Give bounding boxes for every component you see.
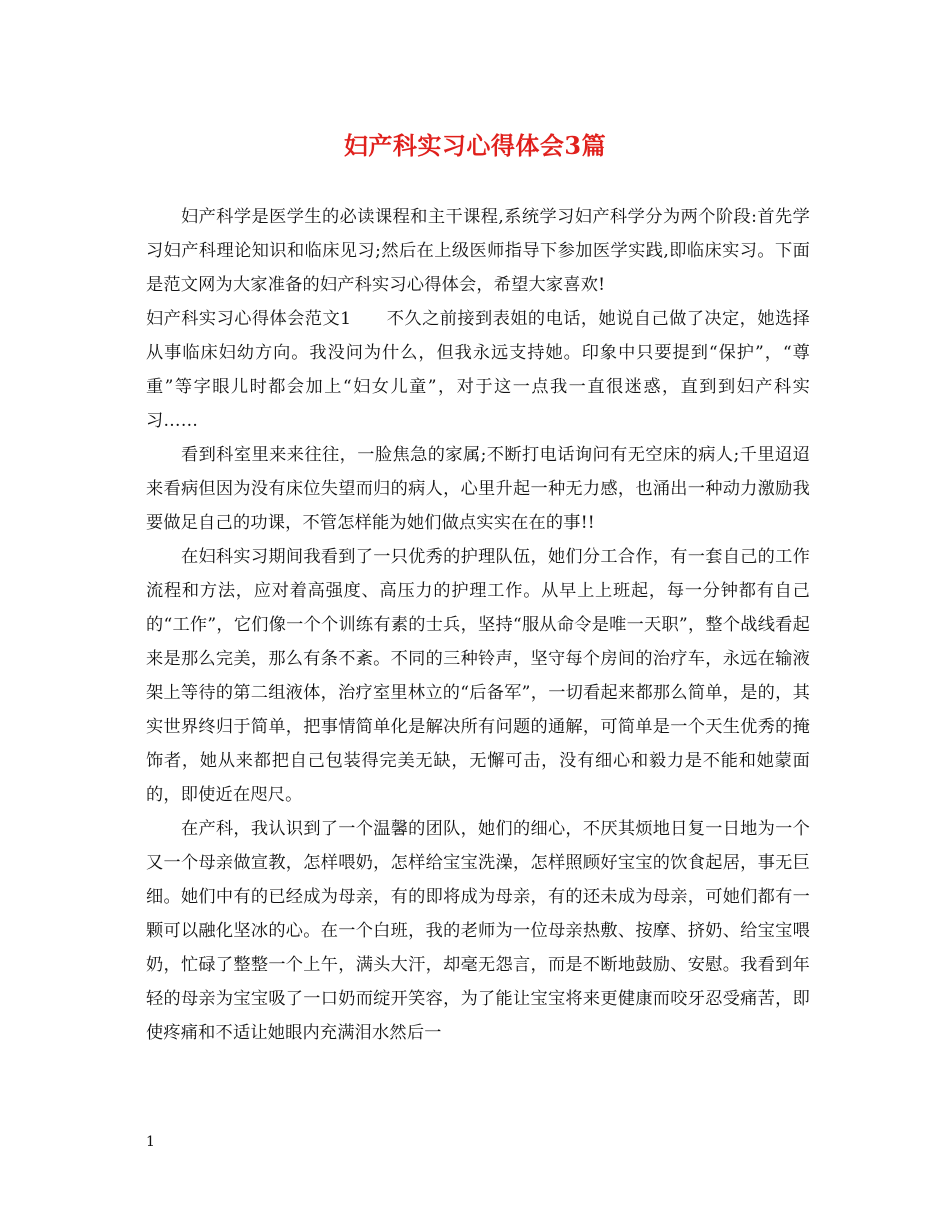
paragraph-sample-1-start: 妇产科实习心得体会范文1 不久之前接到表姐的电话，她说自己做了决定，她选择从事临床妇幼方向。我没问为什么，但我永远支持她。印象中只要提到“保护”，“尊重”等字眼儿时都会加上“妇女儿童”，对于这一点我一直很迷惑，直到到妇产科实习…… bbox=[146, 309, 810, 431]
paragraph-intro: 妇产科学是医学生的必读课程和主干课程,系统学习妇产科学分为两个阶段:首先学习妇产科理论知识和临床见习;然后在上级医师指导下参加医学实践,即临床实习。下面是范文网为大家准备的妇产科实习心得体会，希望大家喜欢! bbox=[146, 207, 810, 295]
document-body bbox=[146, 200, 810, 1050]
page-number: 1 bbox=[146, 1134, 155, 1150]
paragraph-obstetrics: 在产科，我认识到了一个温馨的团队，她们的细心，不厌其烦地日复一日地为一个又一个母亲做宣教，怎样喂奶，怎样给宝宝洗澡，怎样照顾好宝宝的饮食起居，事无巨细。她们中有的已经成为母亲，有的即将成为母亲，有的还未成为母亲，可她们都有一颗可以融化坚冰的心。在一个白班，我的老师为一位母亲热敷、按摩、挤奶、给宝宝喂奶，忙碌了整整一个上午，满头大汗，却毫无怨言，而是不断地鼓励、安慰。我看到年轻的母亲为宝宝吸了一口奶而绽开笑容，为了能让宝宝将来更健康而咬牙忍受痛苦，即使疼痛和不适让她眼内充满泪水然后一 bbox=[146, 819, 810, 1043]
document-title: 妇产科实习心得体会3篇 bbox=[343, 131, 607, 160]
paragraph-ward-scene: 看到科室里来来往往，一脸焦急的家属;不断打电话询问有无空床的病人;千里迢迢来看病但因为没有床位失望而归的病人，心里升起一种无力感，也涌出一种动力激励我要做足自己的功课，不管怎样能为她们做点实实在在的事!! bbox=[146, 445, 810, 533]
paragraph-gynecology: 在妇科实习期间我看到了一只优秀的护理队伍，她们分工合作，有一套自己的工作流程和方法，应对着高强度、高压力的护理工作。从早上上班起，每一分钟都有自己的“工作”，它们像一个个训练有素的士兵，坚持“服从命令是唯一天职”，整个战线看起来是那么完美，那么有条不紊。不同的三种铃声，坚守每个房间的治疗车，永远在输液架上等待的第二组液体，治疗室里林立的“后备军”，一切看起来都那么简单，是的，其实世界终归于简单，把事情简单化是解决所有问题的通解，可简单是一个天生优秀的掩饰者，她从来都把自己包装得完美无缺，无懈可击，没有细心和毅力是不能和她蒙面的，即使近在咫尺。 bbox=[146, 547, 810, 805]
